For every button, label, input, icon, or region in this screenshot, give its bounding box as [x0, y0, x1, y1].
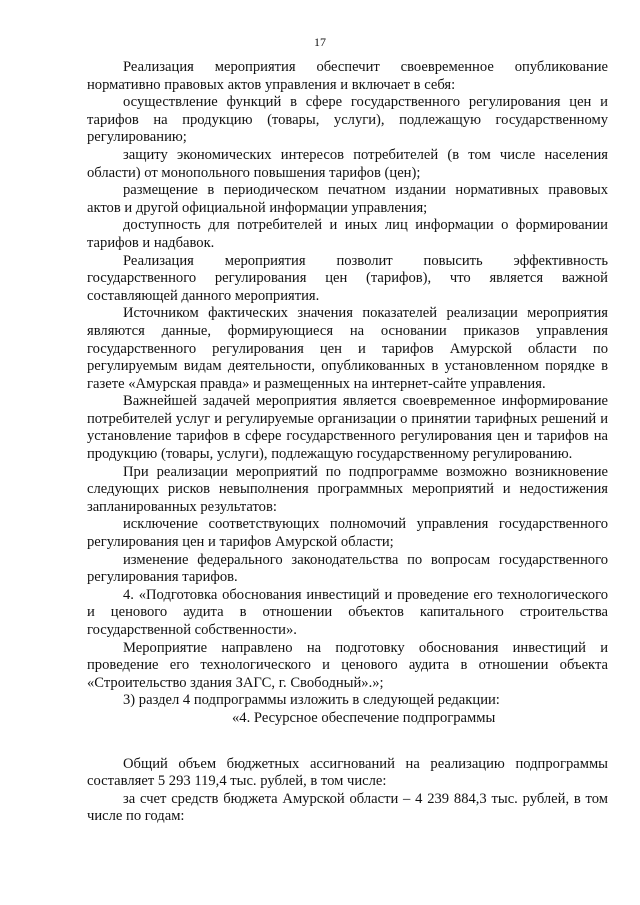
section-heading: «4. Ресурсное обеспечение подпрограммы — [232, 709, 496, 726]
spacer — [87, 728, 608, 756]
paragraph: Важнейшей задачей мероприятия является своевременное информирование потребителей услуг и регулируемые организации о принятии тарифных решений и установление тарифов в сфере государственного регулирования цен и тарифов на продукцию (товары, услуги), подлежащую государственному регулированию. — [87, 393, 608, 463]
paragraph: 4. «Подготовка обоснования инвестиций и проведение его технологического и ценового аудита в отношении объектов капитального строительства государственной собственности». — [87, 586, 608, 638]
paragraph: Реализация мероприятия обеспечит своевременное опубликование нормативно правовых актов управления и включает в себя: — [87, 59, 608, 93]
paragraph: осуществление функций в сфере государственного регулирования цен и тарифов на продукцию (товары, услуги), подлежащую государственному регулированию; — [87, 94, 608, 146]
document-body — [87, 59, 608, 826]
paragraph: размещение в периодическом печатном издании нормативных правовых актов и другой официальной информации управления; — [87, 182, 608, 216]
paragraph: изменение федерального законодательства по вопросам государственного регулирования тарифов. — [87, 551, 608, 586]
paragraph: Общий объем бюджетных ассигнований на реализацию подпрограммы составляет 5 293 119,4 тыс. рублей, в том числе: — [87, 755, 608, 790]
page-number: 17 — [314, 35, 326, 49]
paragraph: 3) раздел 4 подпрограммы изложить в следующей редакции: — [123, 692, 500, 709]
paragraph: Реализация мероприятия позволит повысить эффективность государственного регулирования цен (тарифов), что является важной составляющей данного мероприятия. — [87, 252, 608, 304]
paragraph: Мероприятие направлено на подготовку обоснования инвестиций и проведение его технологического и ценового аудита в отношении объекта «Строительство здания ЗАГС, г. Свободный».»; — [87, 639, 608, 691]
paragraph: защиту экономических интересов потребителей (в том числе населения области) от монопольного повышения тарифов (цен); — [87, 146, 608, 181]
paragraph: исключение соответствующих полномочий управления государственного регулирования цен и тарифов Амурской области; — [87, 516, 608, 551]
paragraph: При реализации мероприятий по подпрограмме возможно возникновение следующих рисков невыполнения программных мероприятий и недостижения запланированных результатов: — [87, 463, 608, 515]
paragraph: доступность для потребителей и иных лиц информации о формировании тарифов и надбавок. — [87, 217, 608, 251]
paragraph: Источником фактических значения показателей реализации мероприятия являются данные, формирующиеся на основании приказов управления государственного регулирования цен и тарифов Амурской области по регулируемым видам деятельности, опубликованных в установленном порядке в газете «Амурская правда» и размещенных на интернет-сайте управления. — [87, 305, 608, 392]
paragraph: за счет средств бюджета Амурской области – 4 239 884,3 тыс. рублей, в том числе по годам: — [87, 790, 608, 825]
